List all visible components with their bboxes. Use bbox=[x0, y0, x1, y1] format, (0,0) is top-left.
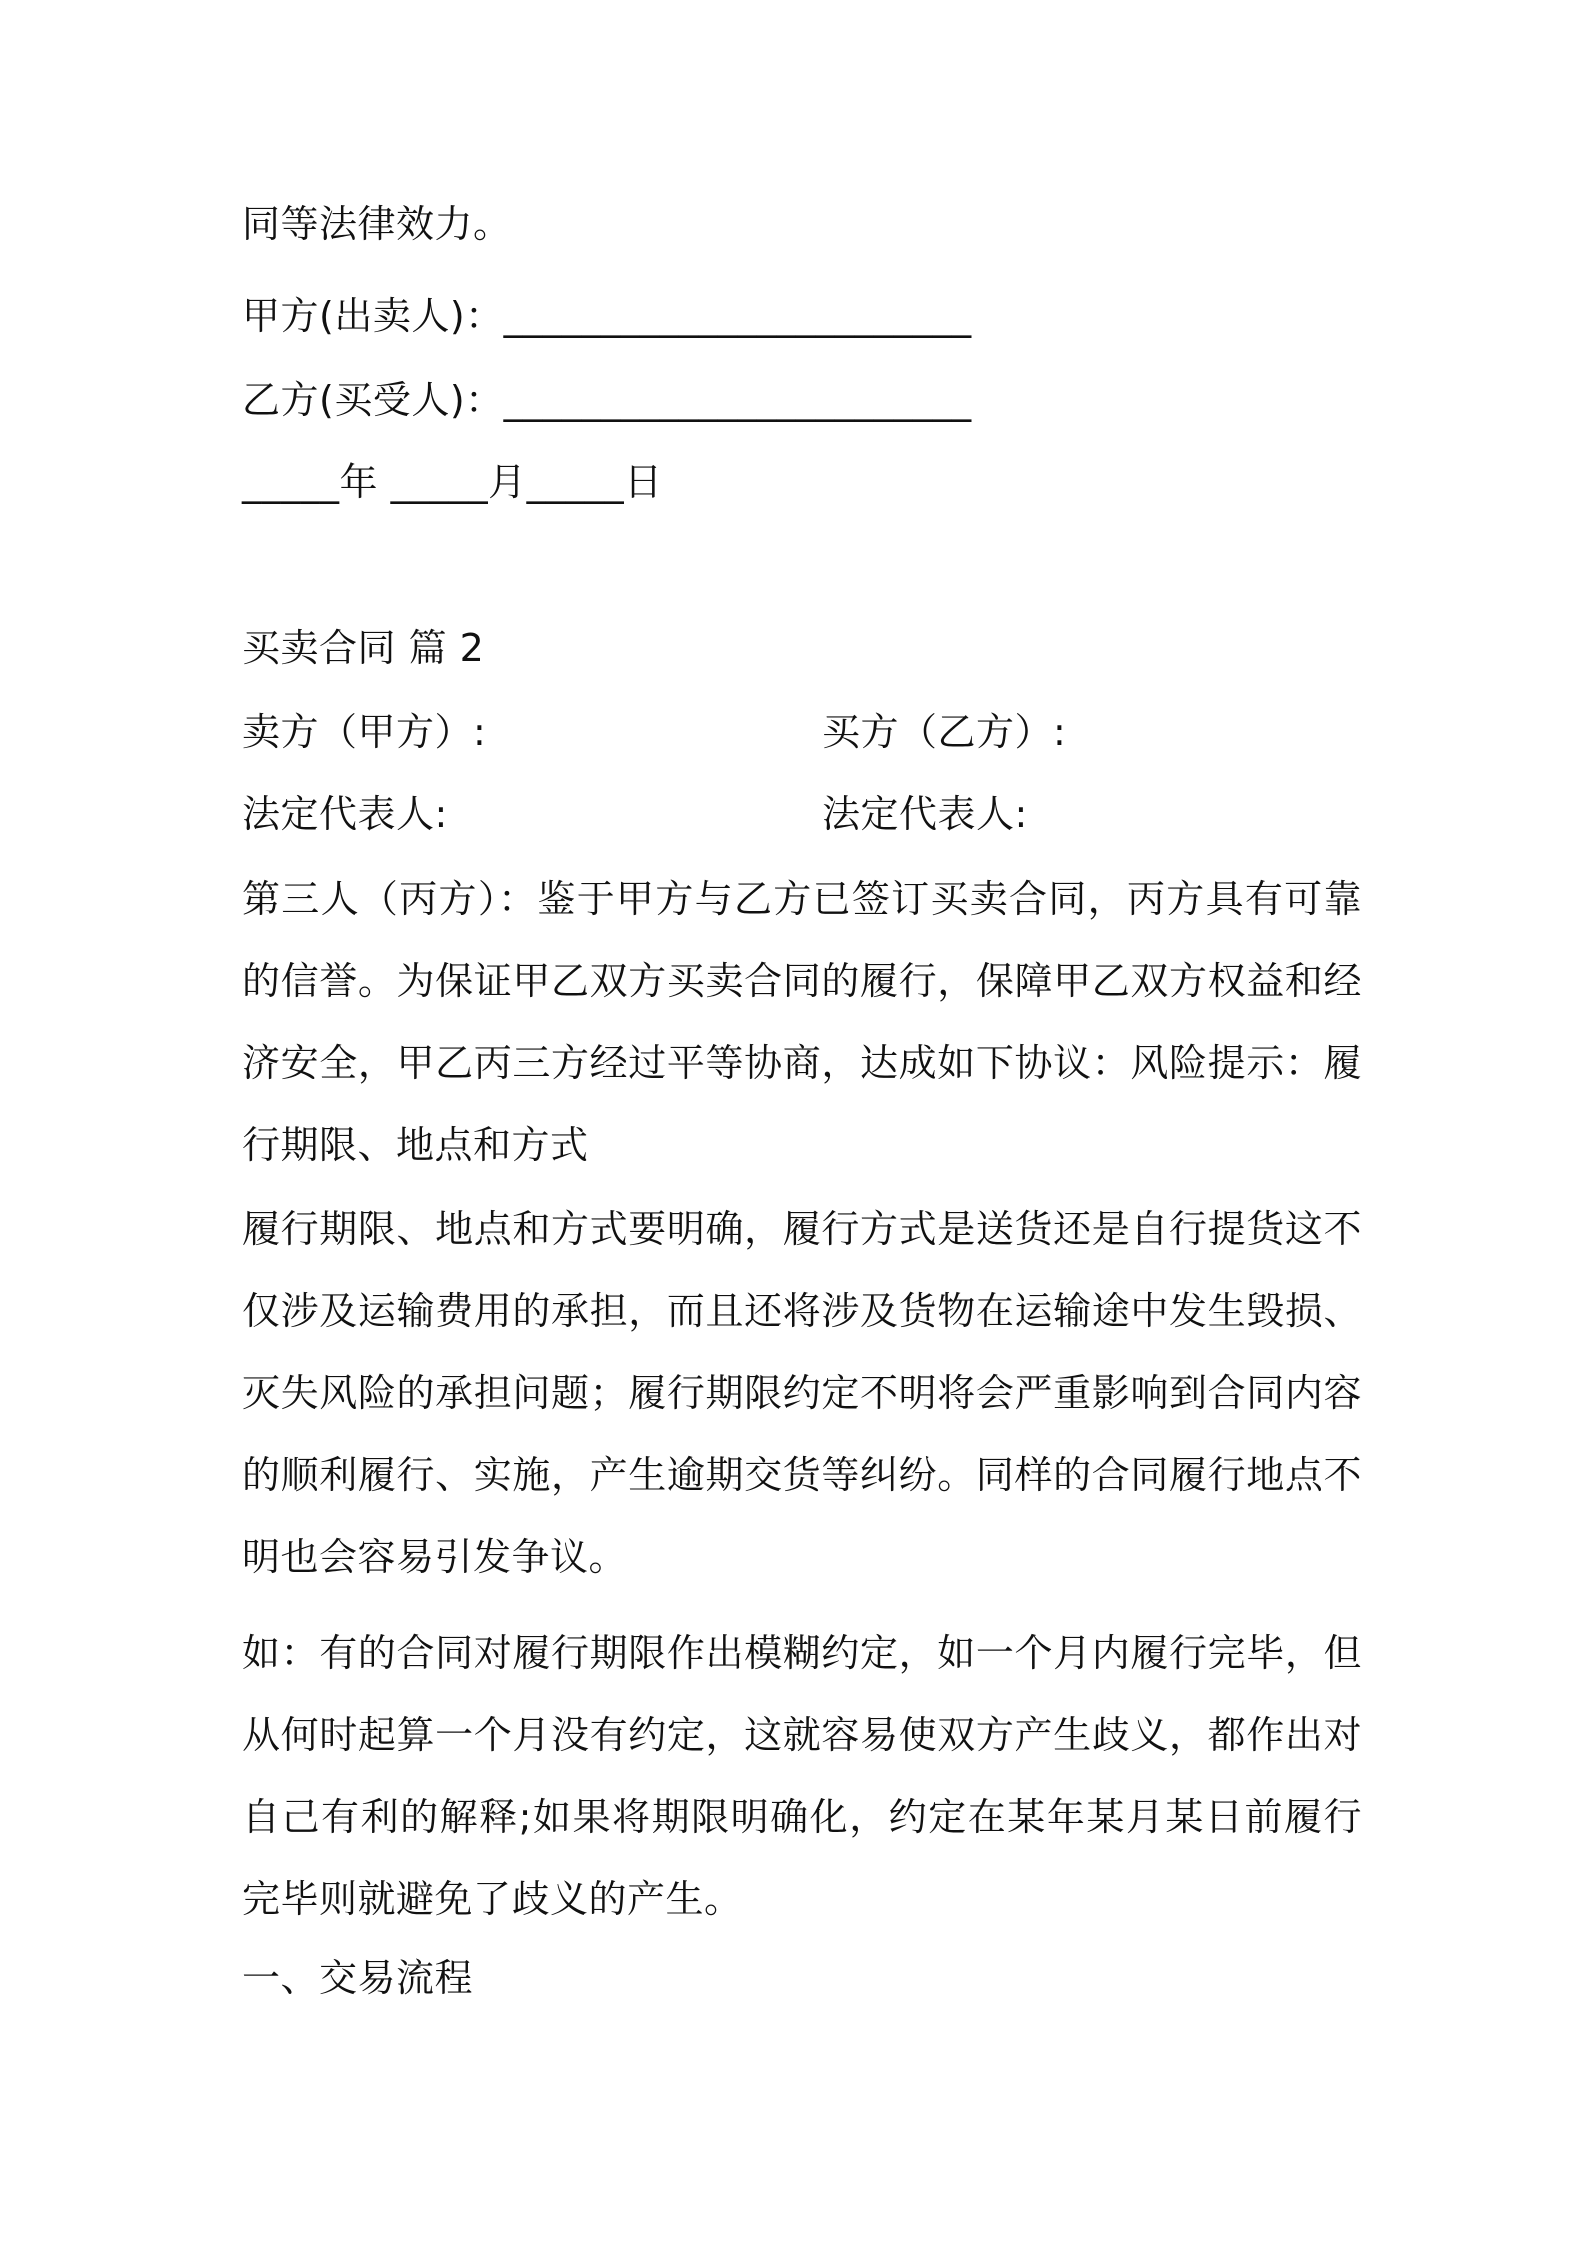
row-representatives bbox=[242, 788, 1028, 840]
paragraph-example: 如：有的合同对履行期限作出模糊约定，如一个月内履行完毕，但从何时起算一个月没有约定，这就容易使双方产生歧义，都作出对自己有利的解释;如果将期限明确化，约定在某年某月某日前履行完毕则就避免了歧义的产生。 bbox=[242, 1631, 1362, 1921]
buyer-representative-label: 法定代表人: bbox=[822, 792, 1028, 836]
signature-line-party-b: 乙方(买受人)：________________________ bbox=[242, 378, 972, 422]
buyer-label: 买方（乙方）: bbox=[822, 710, 1067, 754]
section-heading-transaction-process: 一、交易流程 bbox=[242, 1956, 474, 2000]
section-title-contract-2: 买卖合同 篇 2 bbox=[242, 626, 485, 670]
paragraph-third-party: 第三人（丙方）：鉴于甲方与乙方已签订买卖合同，丙方具有可靠的信誉。为保证甲乙双方买卖合同的履行，保障甲乙双方权益和经济安全，甲乙丙三方经过平等协商，达成如下协议：风险提示：履行期限、地点和方式 bbox=[242, 877, 1362, 1167]
paragraph-performance-terms: 履行期限、地点和方式要明确，履行方式是送货还是自行提货这不仅涉及运输费用的承担，而且还将涉及货物在运输途中发生毁损、灭失风险的承担问题；履行期限约定不明将会严重影响到合同内容的顺利履行、实施，产生逾期交货等纠纷。同样的合同履行地点不明也会容易引发争议。 bbox=[242, 1207, 1362, 1579]
seller-label: 卖方（甲方）: bbox=[242, 710, 487, 754]
text-line-legal-effect: 同等法律效力。 bbox=[242, 202, 512, 246]
row-party-labels bbox=[242, 706, 1067, 758]
date-line: _____年 _____月_____日 bbox=[242, 460, 663, 504]
seller-representative-label: 法定代表人: bbox=[242, 792, 448, 836]
signature-line-party-a: 甲方(出卖人)：________________________ bbox=[242, 294, 972, 338]
